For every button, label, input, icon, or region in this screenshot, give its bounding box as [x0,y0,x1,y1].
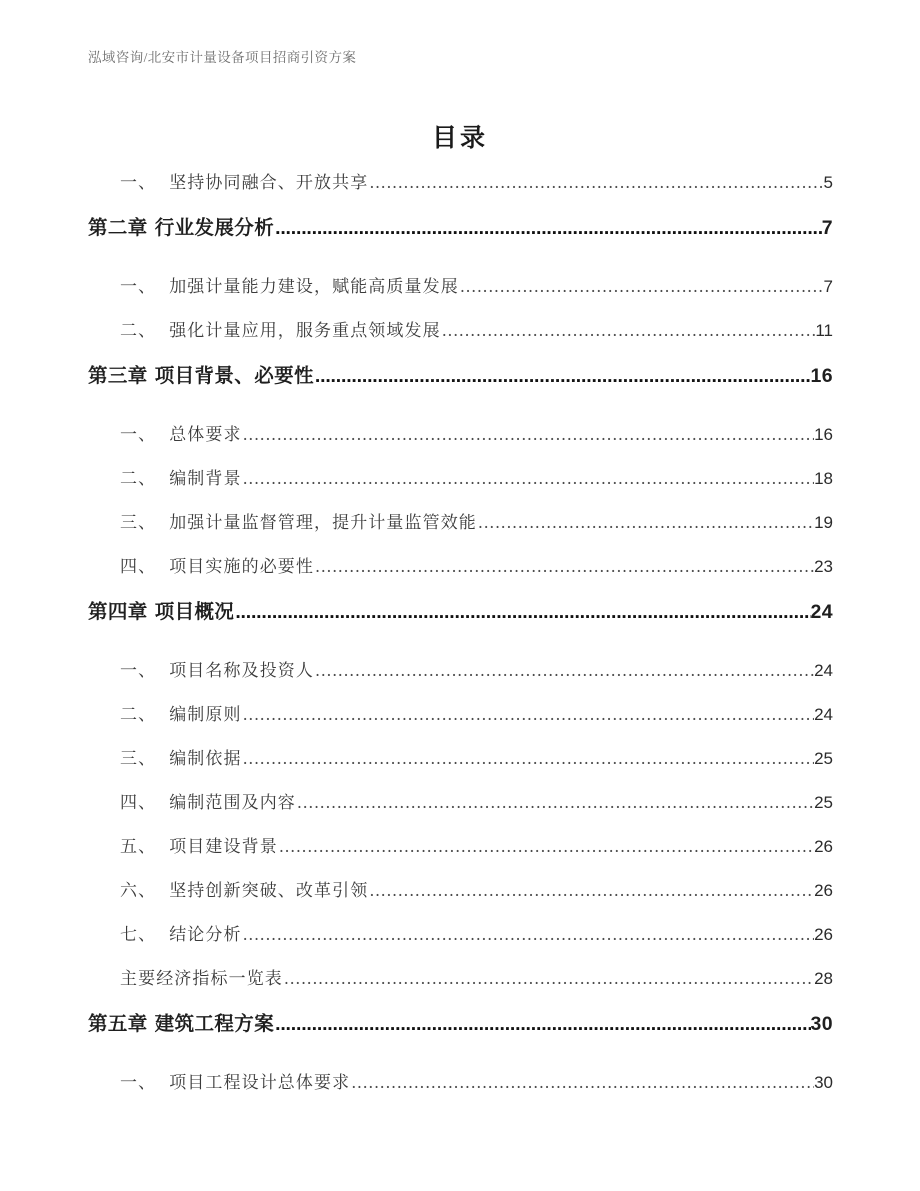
toc-leader-dots [368,881,814,900]
toc-entry-number: 二、 [120,469,157,489]
toc-entry-label: 加强计量能力建设，赋能高质量发展 [169,277,459,297]
table-of-contents [88,168,833,1112]
toc-entry[interactable] [88,788,833,832]
toc-page-number: 24 [814,705,833,724]
toc-leader-dots [368,173,823,192]
toc-page-number: 25 [814,749,833,768]
toc-entry-label: 结论分析 [169,925,242,945]
toc-leader-dots [242,425,814,444]
toc-page-number: 25 [814,793,833,812]
toc-entry-number: 第三章 [88,365,148,387]
toc-entry[interactable] [88,876,833,920]
toc-entry[interactable] [88,508,833,552]
toc-entry-number: 二、 [120,321,157,341]
toc-entry-label: 项目背景、必要性 [154,365,314,387]
toc-entry[interactable] [88,464,833,508]
toc-entry[interactable] [88,832,833,876]
toc-entry-label: 编制背景 [169,469,242,489]
toc-entry-number: 一、 [120,173,157,193]
toc-leader-dots [350,1073,814,1092]
toc-entry-label: 强化计量应用，服务重点领域发展 [169,321,441,341]
toc-leader-dots [278,837,814,856]
toc-entry-label: 总体要求 [169,425,242,445]
toc-entry[interactable] [88,1008,833,1068]
toc-entry[interactable] [88,596,833,656]
toc-entry-number: 七、 [120,925,157,945]
toc-entry-number: 五、 [120,837,157,857]
toc-entry-number: 一、 [120,661,157,681]
toc-entry-number: 第二章 [88,217,148,239]
toc-entry[interactable] [88,552,833,596]
toc-entry-label: 主要经济指标一览表 [120,969,283,989]
toc-entry[interactable] [88,656,833,700]
toc-entry-number: 第五章 [88,1013,148,1035]
toc-page-number: 24 [814,661,833,680]
toc-entry-label: 坚持创新突破、改革引领 [169,881,369,901]
toc-entry-label: 项目实施的必要性 [169,557,315,577]
toc-entry-label: 编制范围及内容 [169,793,296,813]
toc-leader-dots [283,969,814,988]
toc-entry[interactable] [88,420,833,464]
toc-page-number: 26 [814,925,833,944]
toc-entry-number: 三、 [120,749,157,769]
toc-page-number: 16 [810,365,833,387]
toc-entry[interactable] [88,1068,833,1112]
running-header: 泓域咨询/北安市计量设备项目招商引资方案 [88,50,357,65]
toc-page-number: 30 [810,1013,833,1035]
toc-page-number: 26 [814,881,833,900]
toc-leader-dots [459,277,824,296]
toc-entry-number: 一、 [120,277,157,297]
toc-entry-label: 项目建设背景 [169,837,278,857]
toc-entry[interactable] [88,964,833,1008]
toc-entry-label: 项目概况 [154,601,235,623]
toc-entry[interactable] [88,700,833,744]
toc-entry-number: 六、 [120,881,157,901]
toc-page-number: 11 [815,321,833,340]
toc-page-number: 28 [814,969,833,988]
toc-leader-dots [242,925,814,944]
toc-entry[interactable] [88,168,833,212]
toc-leader-dots [296,793,814,812]
toc-leader-dots [477,513,814,532]
toc-page-number: 26 [814,837,833,856]
toc-leader-dots [242,469,814,488]
toc-entry[interactable] [88,212,833,272]
toc-page-number: 7 [821,217,833,239]
toc-leader-dots [274,1013,810,1036]
toc-leader-dots [274,217,822,240]
toc-entry-number: 四、 [120,557,157,577]
toc-page-number: 23 [814,557,833,576]
toc-entry-number: 四、 [120,793,157,813]
toc-entry-label: 加强计量监督管理，提升计量监管效能 [169,513,477,533]
toc-page-number: 7 [823,277,833,296]
toc-page-number: 30 [814,1073,833,1092]
toc-entry-number: 一、 [120,1073,157,1093]
toc-leader-dots [314,557,814,576]
toc-entry[interactable] [88,360,833,420]
toc-page-number: 24 [810,601,833,623]
toc-entry-number: 第四章 [88,601,148,623]
toc-entry-number: 二、 [120,705,157,725]
toc-entry-label: 项目名称及投资人 [169,661,315,681]
toc-leader-dots [314,365,811,388]
toc-entry-number: 三、 [120,513,157,533]
toc-entry[interactable] [88,272,833,316]
toc-entry-label: 编制依据 [169,749,242,769]
toc-entry[interactable] [88,920,833,964]
toc-entry-label: 坚持协同融合、开放共享 [169,173,369,193]
toc-leader-dots [242,705,814,724]
toc-leader-dots [242,749,814,768]
toc-page-number: 18 [814,469,833,488]
toc-page-number: 19 [814,513,833,532]
toc-entry-label: 行业发展分析 [154,217,275,239]
toc-page-number: 5 [823,173,833,192]
toc-entry[interactable] [88,316,833,360]
toc-entry-label: 建筑工程方案 [154,1013,275,1035]
toc-page-number: 16 [814,425,833,444]
toc-leader-dots [234,601,810,624]
toc-leader-dots [314,661,814,680]
toc-entry[interactable] [88,744,833,788]
page-title: 目录 [431,124,488,152]
toc-entry-label: 项目工程设计总体要求 [169,1073,351,1093]
toc-leader-dots [441,321,816,340]
toc-entry-number: 一、 [120,425,157,445]
toc-entry-label: 编制原则 [169,705,242,725]
